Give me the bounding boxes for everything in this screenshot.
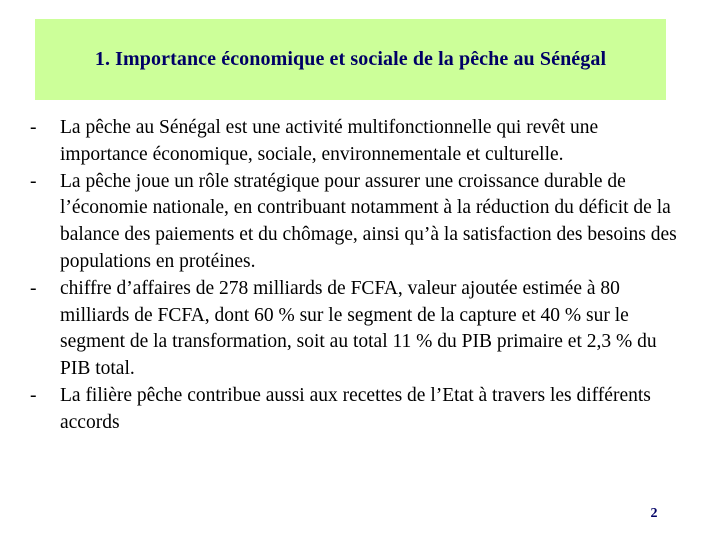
- bullet-item: [30, 276, 680, 383]
- slide-title: 1. Importance économique et sociale de la pêche au Sénégal: [94, 48, 607, 70]
- bullet-marker: -: [30, 277, 37, 299]
- title-box: [35, 19, 666, 100]
- bullet-text: chiffre d’affaires de 278 milliards de FCFA, valeur ajoutée estimée à 80 milliards de FCFA, dont 60 % sur le segment de la capture et 40 % sur le segment de la transformation, soit au total 11 % du PIB primaire et 2,3 % du PIB total.: [60, 277, 657, 380]
- page-number: 2: [650, 506, 658, 521]
- bullet-text: La pêche joue un rôle stratégique pour assurer une croissance durable de l’économie nationale, en contribuant notamment à la réduction du déficit de la balance des paiements et du chômage, ainsi qu’à la satisfaction des besoins des populations en protéines.: [60, 170, 677, 272]
- bullet-marker: -: [30, 117, 37, 138]
- bullet-item: [30, 169, 680, 276]
- bullet-text: La pêche au Sénégal est une activité multifonctionnelle qui revêt une importance économique, sociale, environnementale et culturelle.: [60, 117, 599, 165]
- bullet-list: [30, 115, 680, 437]
- bullet-marker: -: [30, 384, 37, 406]
- bullet-item: [30, 115, 680, 169]
- bullet-item: [30, 383, 680, 437]
- bullet-marker: -: [30, 170, 37, 192]
- bullet-text: La filière pêche contribue aussi aux recettes de l’Etat à travers les différents accords: [60, 384, 651, 433]
